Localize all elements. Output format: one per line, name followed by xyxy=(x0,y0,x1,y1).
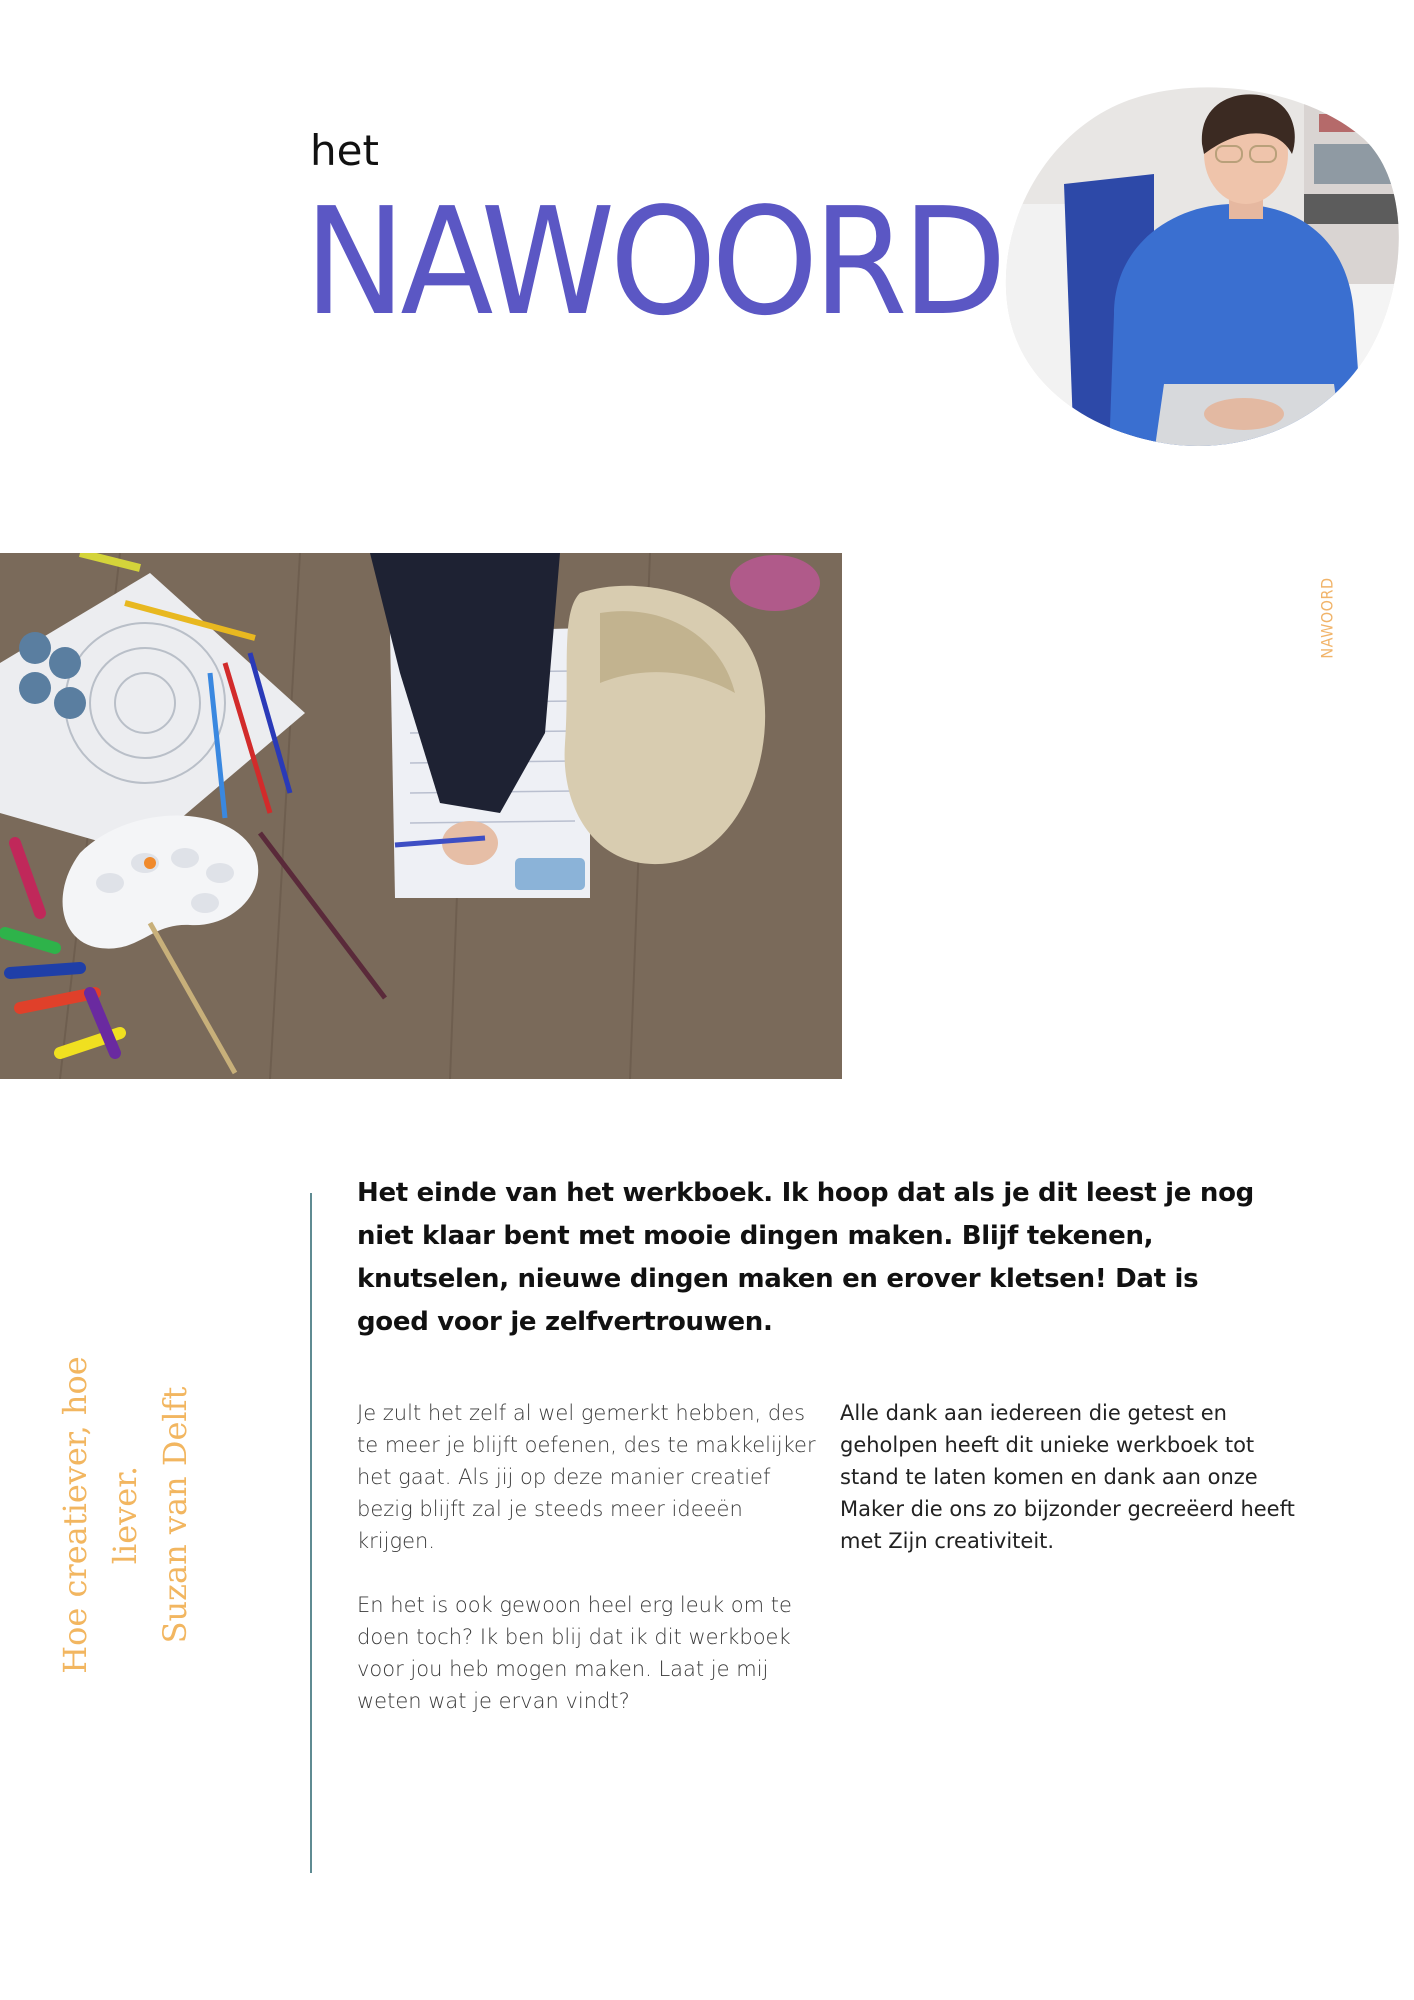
quote-author: Suzan van Delft xyxy=(156,1386,194,1644)
body-paragraph: Je zult het zelf al wel gemerkt hebben, des te meer je blijft oefenen, des te makkelijker het gaat. Als jij op deze manier creatief bezig blijft zal je steeds meer ideeën krijgen. xyxy=(357,1401,816,1553)
vertical-quote xyxy=(56,1310,194,1720)
craft-photo xyxy=(0,553,842,1079)
quote-line: Hoe creatiever, hoe liever. xyxy=(56,1356,144,1674)
body-column-left xyxy=(357,1397,817,1749)
body-paragraph: En het is ook gewoon heel erg leuk om te doen toch? Ik ben blij dat ik dit werkboek voor jou heb mogen maken. Laat je mij weten wat je ervan vindt? xyxy=(357,1593,792,1713)
author-portrait xyxy=(1004,84,1402,454)
side-section-label: NAWOORD xyxy=(1317,577,1337,659)
header-kicker: het xyxy=(310,126,379,175)
body-paragraph: Alle dank aan iedereen die getest en geholpen heeft dit unieke werkboek tot stand te laten komen en dank aan onze Maker die ons zo bijzonder gecreëerd heeft met Zijn creativiteit. xyxy=(840,1401,1295,1553)
vertical-rule xyxy=(310,1193,312,1873)
body-column-right xyxy=(840,1397,1300,1589)
lead-paragraph: Het einde van het werkboek. Ik hoop dat als je dit leest je nog niet klaar bent met mooie dingen maken. Blijf tekenen, knutselen, nieuwe dingen maken en erover kletsen! Dat is goed voor je zelfvertrouwen. xyxy=(357,1178,1254,1337)
page-title: NAWOORD xyxy=(304,176,1002,348)
